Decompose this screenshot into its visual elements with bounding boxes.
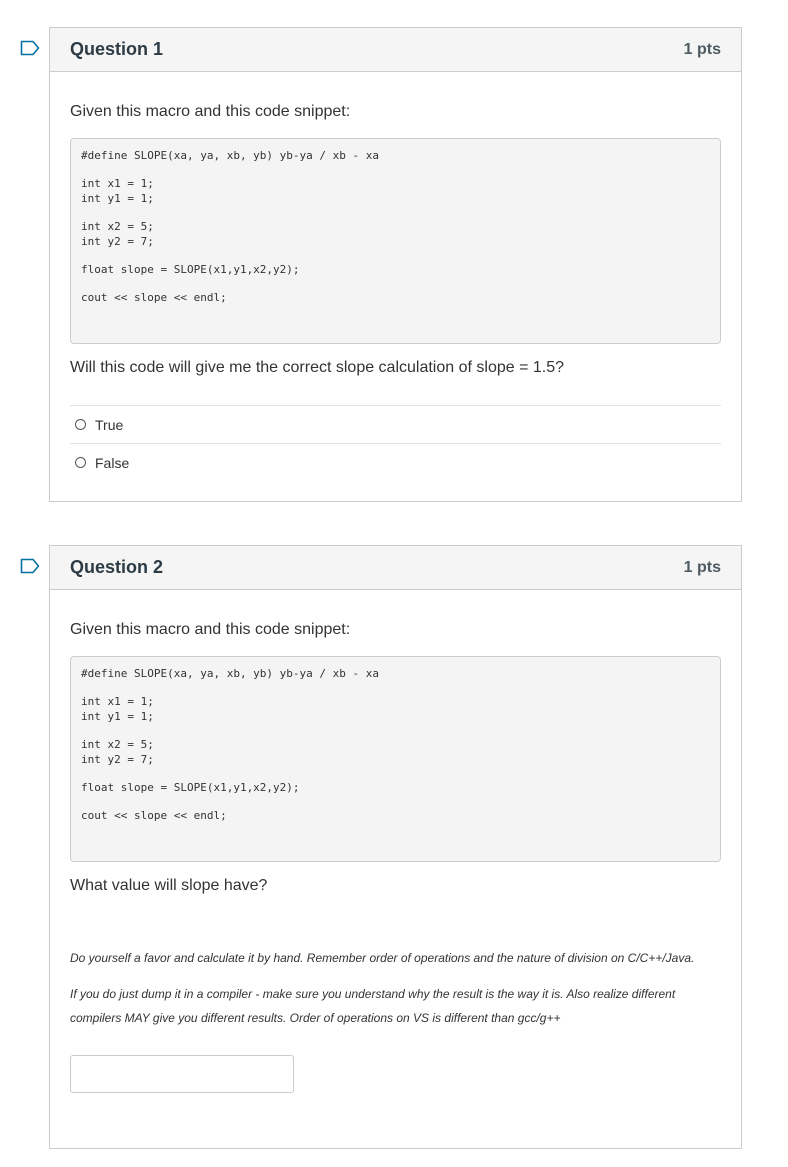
code-line: int y2 = 7;: [81, 753, 154, 766]
question-title: Question 2: [70, 557, 164, 577]
question-intro: Given this macro and this code snippet:: [70, 621, 351, 638]
question-prompt: What value will slope have?: [70, 877, 268, 894]
question-body: [50, 620, 741, 1093]
radio-button[interactable]: [75, 457, 86, 468]
code-line: #define SLOPE(xa, ya, xb, yb) yb-ya / xb - xa: [81, 149, 380, 162]
radio-button[interactable]: [75, 419, 86, 430]
code-line: int x2 = 5;: [81, 738, 154, 751]
code-line: int x2 = 5;: [81, 220, 154, 233]
question-points: 1 pts: [683, 558, 721, 576]
question-title: Question 1: [70, 39, 164, 59]
code-line: int y1 = 1;: [81, 710, 154, 723]
answer-label: False: [95, 454, 130, 471]
code-line: cout << slope << endl;: [81, 809, 227, 822]
answer-option-true[interactable]: [70, 406, 721, 444]
code-line: int y1 = 1;: [81, 192, 154, 205]
question-intro: Given this macro and this code snippet:: [70, 103, 351, 120]
question-header: [50, 28, 741, 72]
hint-text: If you do just dump it in a compiler - make sure you understand why the result is the way it is. Also realize different compilers MAY give you different results. Order of operations on VS is different than gcc/g++: [70, 987, 676, 1025]
question-body: [50, 102, 741, 481]
code-line: float slope = SLOPE(x1,y1,x2,y2);: [81, 781, 300, 794]
answer-list: [70, 405, 721, 481]
hint-text: Do yourself a favor and calculate it by hand. Remember order of operations and the nature of division on C/C++/Java.: [70, 951, 695, 965]
code-line: float slope = SLOPE(x1,y1,x2,y2);: [81, 263, 300, 276]
code-snippet: [70, 138, 721, 344]
code-snippet: [70, 656, 721, 862]
code-line: int x1 = 1;: [81, 695, 154, 708]
bookmark-flag-icon[interactable]: [20, 40, 40, 56]
answer-label: True: [95, 416, 124, 433]
code-line: #define SLOPE(xa, ya, xb, yb) yb-ya / xb - xa: [81, 667, 380, 680]
code-line: cout << slope << endl;: [81, 291, 227, 304]
code-line: int x1 = 1;: [81, 177, 154, 190]
question-points: 1 pts: [683, 40, 721, 58]
answer-option-false[interactable]: [70, 444, 721, 481]
question-prompt: Will this code will give me the correct slope calculation of slope = 1.5?: [70, 359, 565, 376]
code-line: int y2 = 7;: [81, 235, 154, 248]
answer-input[interactable]: [70, 1055, 294, 1093]
question-card-2: [49, 545, 742, 1149]
question-header: [50, 546, 741, 590]
question-card-1: [49, 27, 742, 502]
bookmark-flag-icon[interactable]: [20, 558, 40, 574]
